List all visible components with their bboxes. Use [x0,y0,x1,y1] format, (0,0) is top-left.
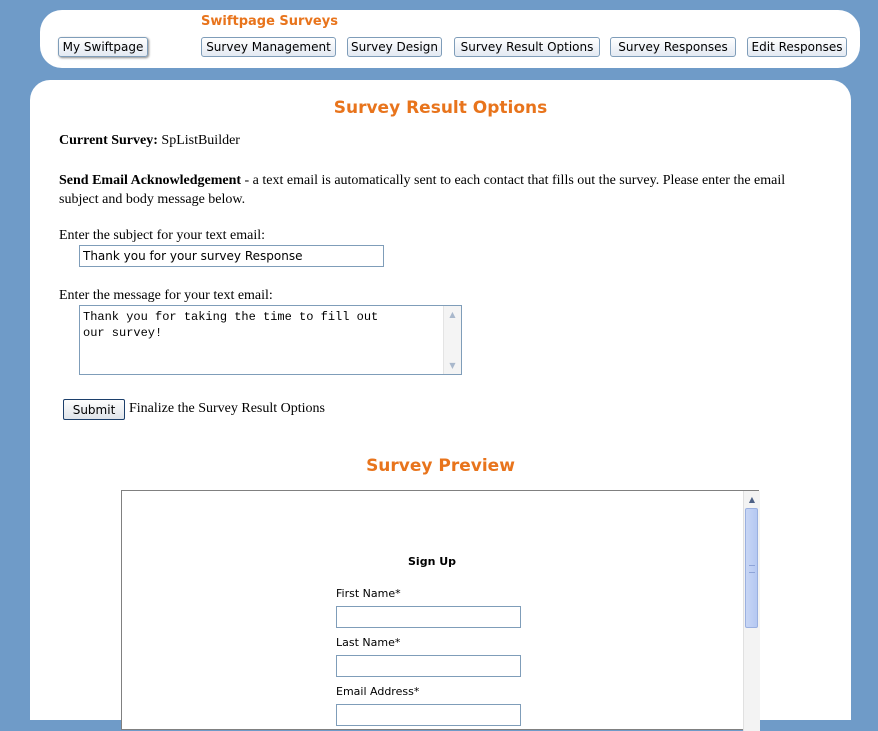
survey-design-button[interactable]: Survey Design [347,37,442,57]
submit-button[interactable]: Submit [63,399,125,420]
email-input[interactable] [336,704,521,726]
preview-title: Survey Preview [366,456,515,476]
survey-responses-button[interactable]: Survey Responses [610,37,736,57]
page-title: Survey Result Options [333,98,548,118]
last-name-label: Last Name* [336,636,401,649]
scroll-up-icon[interactable]: ▲ [449,310,456,319]
subject-input[interactable] [79,245,384,267]
current-survey-value: SpListBuilder [161,133,240,148]
submit-note: Finalize the Survey Result Options [129,401,325,416]
ack-label: Send Email Acknowledgement [59,173,242,188]
scroll-down-icon[interactable]: ▼ [449,361,456,370]
grip-icon [749,565,755,573]
message-scrollbar[interactable] [443,306,461,374]
message-box [79,305,462,375]
form-title: Sign Up [408,555,457,568]
subject-prompt: Enter the subject for your text email: [59,228,266,243]
edit-responses-button[interactable]: Edit Responses [747,37,847,57]
message-textarea[interactable] [80,306,444,374]
survey-management-button[interactable]: Survey Management [201,37,336,57]
preview-scroll-thumb[interactable] [745,508,758,628]
preview-scroll-up-icon[interactable]: ▲ [748,495,756,504]
current-survey-label: Current Survey: [59,133,158,148]
current-survey-line [59,133,240,149]
first-name-input[interactable] [336,606,521,628]
first-name-label: First Name* [336,587,401,600]
survey-result-options-button[interactable]: Survey Result Options [454,37,600,57]
top-nav-panel [40,10,860,68]
ack-paragraph [59,171,819,209]
last-name-input[interactable] [336,655,521,677]
my-swiftpage-button[interactable]: My Swiftpage [58,37,148,57]
main-content [30,80,851,720]
brand-title: Swiftpage Surveys [201,14,338,29]
message-prompt: Enter the message for your text email: [59,288,273,303]
email-label: Email Address* [336,685,420,698]
survey-preview-frame [121,490,759,730]
ack-description: - a text email is automatically sent to each contact that fills out the survey. Please enter the email subject and body message below. [59,173,786,207]
preview-scrollbar[interactable] [743,491,760,731]
